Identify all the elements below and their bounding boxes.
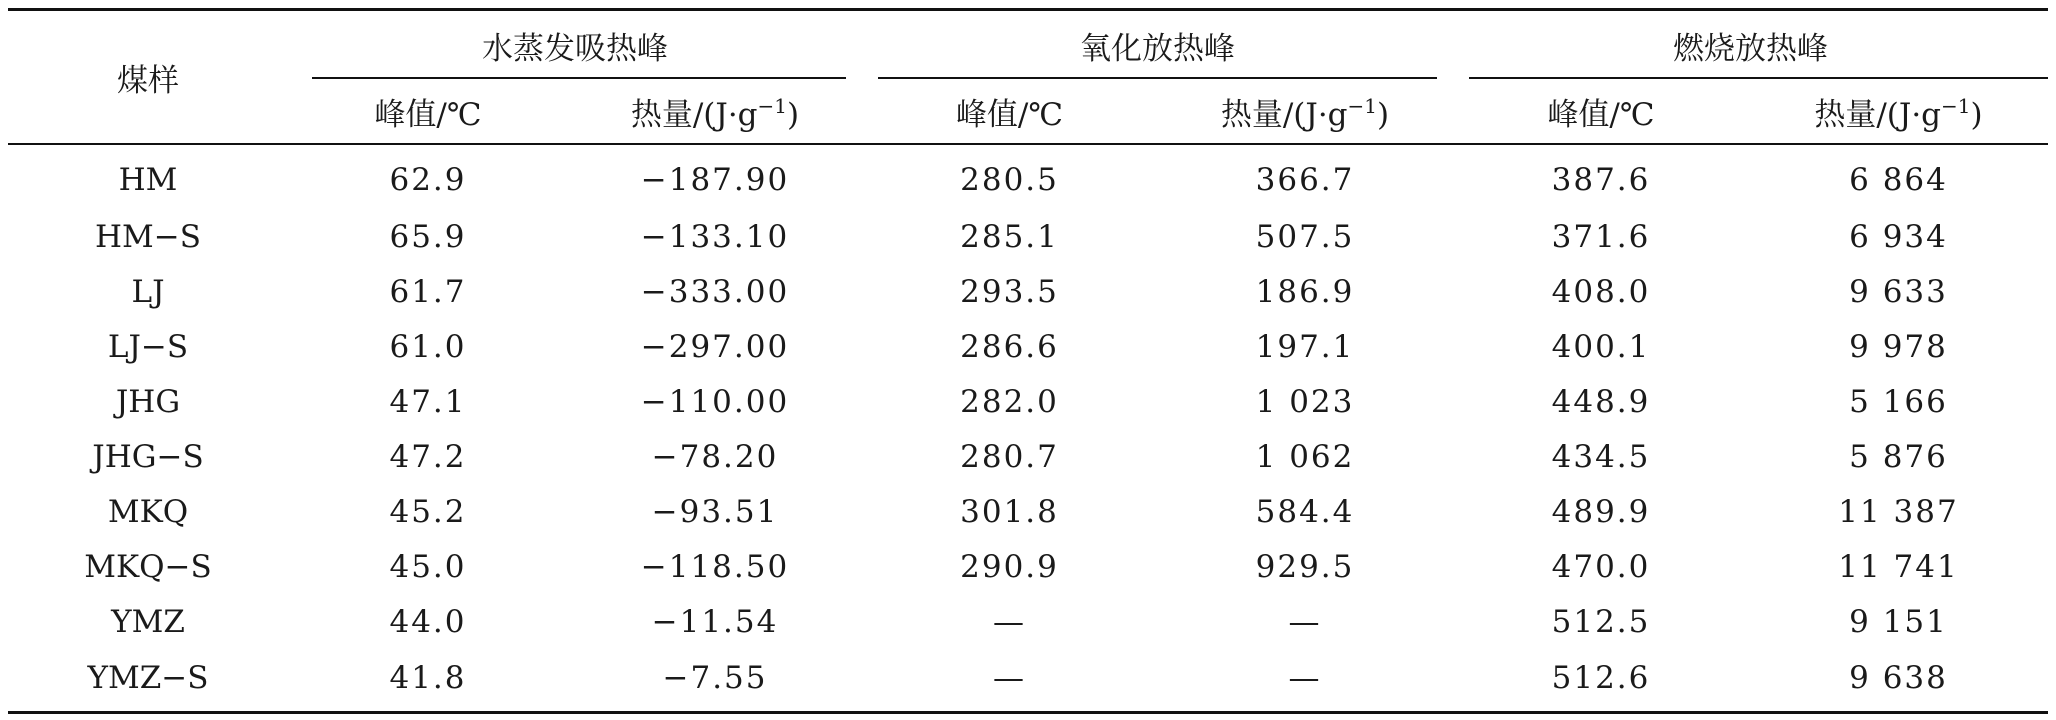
- sample-cell: MKQ: [107, 493, 189, 530]
- table-cell: 434.5: [1551, 438, 1651, 475]
- table-cell: −118.50: [640, 548, 790, 585]
- table-cell: 290.9: [960, 548, 1059, 585]
- table-cell: 285.1: [960, 218, 1059, 255]
- table-cell: 584.4: [1255, 493, 1355, 530]
- table-cell: 47.1: [389, 383, 467, 420]
- table-row: [8, 264, 2048, 319]
- table-cell: 186.9: [1255, 273, 1355, 310]
- table-cell: 9 638: [1849, 660, 1948, 696]
- table-cell: 280.5: [960, 162, 1059, 198]
- table-header: [8, 10, 2048, 145]
- group-label: 氧化放热峰: [1080, 30, 1235, 67]
- table-cell: 11 741: [1838, 548, 1959, 585]
- sample-cell: LJ−S: [107, 328, 189, 365]
- table-cell: 41.8: [389, 660, 467, 696]
- table-cell: —: [993, 603, 1026, 640]
- table-cell: 400.1: [1551, 328, 1651, 365]
- header-sub-row: [8, 79, 2048, 144]
- table-cell: 470.0: [1551, 548, 1651, 585]
- table-cell: 1 062: [1255, 438, 1355, 475]
- group-underline: [312, 77, 846, 79]
- table-cell: 9 978: [1849, 328, 1948, 365]
- table-cell: 9 633: [1849, 273, 1948, 310]
- table-cell: 512.6: [1551, 660, 1651, 696]
- sample-cell: YMZ: [111, 603, 185, 640]
- table-cell: 280.7: [960, 438, 1059, 475]
- table-cell: 9 151: [1849, 603, 1948, 640]
- table-cell: 44.0: [389, 603, 467, 640]
- sub-header-heat: 热量$/(J\cdot g^{-1})$: [1157, 79, 1453, 144]
- table-cell: 1 023: [1255, 383, 1355, 420]
- table-cell: 489.9: [1551, 493, 1651, 530]
- table-cell: −78.20: [651, 438, 779, 475]
- table-body: [8, 144, 2048, 713]
- table-cell: 929.5: [1255, 548, 1355, 585]
- table-cell: 507.5: [1255, 218, 1355, 255]
- group-header-combustion: [1453, 10, 2048, 80]
- table-row: [8, 539, 2048, 594]
- table-row: [8, 319, 2048, 374]
- table-cell: −297.00: [640, 328, 790, 365]
- table-cell: 6 934: [1849, 218, 1948, 255]
- table-cell: 512.5: [1551, 603, 1651, 640]
- table-row: [8, 209, 2048, 264]
- sub-header-peak: 峰值/℃: [862, 79, 1157, 144]
- table-cell: 45.0: [389, 548, 467, 585]
- sample-cell: JHG: [115, 383, 181, 420]
- sample-cell: MKQ−S: [84, 548, 212, 585]
- table-cell: 5 876: [1849, 438, 1948, 475]
- table-cell: 366.7: [1255, 162, 1355, 198]
- table-cell: 282.0: [960, 383, 1059, 420]
- sample-cell: YMZ−S: [87, 660, 209, 696]
- group-label: 燃烧放热峰: [1673, 30, 1828, 67]
- table-cell: 197.1: [1255, 328, 1355, 365]
- table-row: [8, 429, 2048, 484]
- group-underline: [1469, 77, 2048, 79]
- table-cell: 387.6: [1551, 162, 1651, 198]
- group-header-water-evaporation: [288, 10, 862, 80]
- group-underline: [878, 77, 1437, 79]
- table-cell: −133.10: [640, 218, 790, 255]
- table-row: [8, 374, 2048, 429]
- table-cell: 286.6: [960, 328, 1059, 365]
- table-cell: —: [1288, 660, 1322, 696]
- table-cell: 61.7: [389, 273, 467, 310]
- sample-cell: LJ: [131, 273, 165, 310]
- table-row: [8, 649, 2048, 713]
- sample-cell: HM−S: [95, 218, 201, 255]
- table-cell: −7.55: [662, 660, 768, 696]
- sample-header: 煤样: [8, 10, 288, 145]
- sample-cell: HM: [118, 162, 178, 198]
- table-cell: 11 387: [1838, 493, 1959, 530]
- table-cell: 45.2: [389, 493, 467, 530]
- table-cell: 293.5: [960, 273, 1059, 310]
- group-label: 水蒸发吸热峰: [482, 30, 668, 67]
- table-row: [8, 484, 2048, 539]
- table-cell: 408.0: [1551, 273, 1651, 310]
- table-cell: −187.90: [640, 162, 790, 198]
- sub-header-peak: 峰值/℃: [288, 79, 568, 144]
- sample-cell: JHG−S: [92, 438, 204, 475]
- table-cell: 448.9: [1551, 383, 1651, 420]
- table-cell: —: [993, 660, 1026, 696]
- table-cell: 5 166: [1849, 383, 1948, 420]
- group-header-oxidation: [862, 10, 1453, 80]
- table-cell: 61.0: [389, 328, 467, 365]
- table-cell: 371.6: [1551, 218, 1651, 255]
- table-cell: 6 864: [1849, 162, 1948, 198]
- table-cell: 62.9: [389, 162, 467, 198]
- sub-header-peak: 峰值/℃: [1453, 79, 1749, 144]
- sub-header-heat: 热量$/(J\cdot g^{-1})$: [568, 79, 862, 144]
- table-cell: 301.8: [960, 493, 1059, 530]
- header-group-row: [8, 10, 2048, 80]
- table-cell: 47.2: [389, 438, 467, 475]
- table-cell: −110.00: [640, 383, 790, 420]
- table-cell: −93.51: [651, 493, 779, 530]
- table-cell: 65.9: [389, 218, 467, 255]
- sub-header-heat: 热量$/(J\cdot g^{-1})$: [1749, 79, 2048, 144]
- table-cell: —: [1288, 603, 1322, 640]
- table-cell: −333.00: [640, 273, 790, 310]
- table-cell: −11.54: [651, 603, 779, 640]
- table-row: [8, 144, 2048, 209]
- table-row: [8, 594, 2048, 649]
- data-table: [8, 8, 2048, 714]
